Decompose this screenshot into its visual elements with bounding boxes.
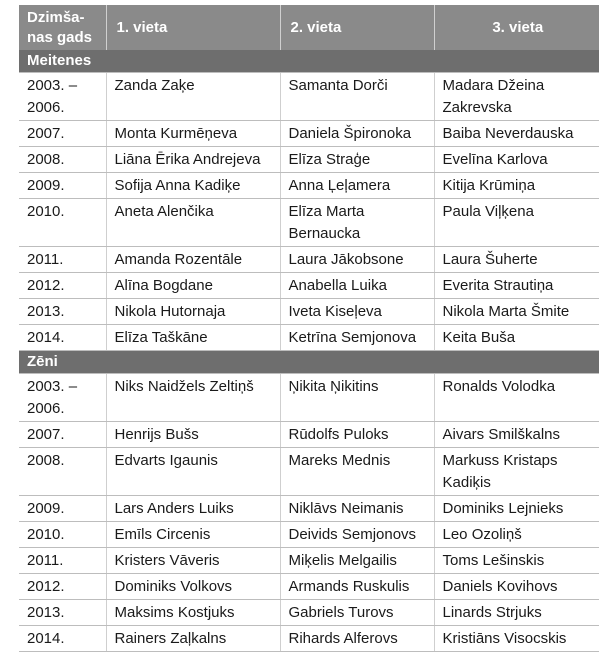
section-boys [19, 351, 599, 374]
cell-second-place: Anna Ļeļamera [280, 173, 434, 199]
cell-year: 2010. [19, 199, 106, 247]
cell-first-place: Rainers Zaļkalns [106, 626, 280, 652]
section-title-boys: Zēni [19, 351, 599, 374]
section-title-girls: Meitenes [19, 50, 599, 73]
cell-second-place: Mareks Mednis [280, 448, 434, 496]
cell-second-place: Gabriels Turovs [280, 600, 434, 626]
cell-second-place: Elīza Straģe [280, 147, 434, 173]
cell-year: 2014. [19, 325, 106, 351]
header-first-place: 1. vieta [106, 5, 280, 50]
cell-year: 2007. [19, 121, 106, 147]
header-third-place: 3. vieta [434, 5, 599, 50]
cell-third-place: Kristiāns Visocskis [434, 626, 599, 652]
cell-year: 2013. [19, 299, 106, 325]
cell-first-place: Kristers Vāveris [106, 548, 280, 574]
cell-second-place: Iveta Kiseļeva [280, 299, 434, 325]
cell-third-place: Paula Viļķena [434, 199, 599, 247]
cell-first-place: Zanda Zaķe [106, 73, 280, 121]
cell-year: 2013. [19, 600, 106, 626]
cell-third-place: Markuss Kristaps Kadiķis [434, 448, 599, 496]
cell-third-place: Ronalds Volodka [434, 374, 599, 422]
cell-second-place: Elīza Marta Bernaucka [280, 199, 434, 247]
cell-second-place: Armands Ruskulis [280, 574, 434, 600]
cell-first-place: Dominiks Volkovs [106, 574, 280, 600]
cell-year: 2009. [19, 173, 106, 199]
table-row [19, 374, 599, 422]
cell-year: 2011. [19, 548, 106, 574]
cell-first-place: Amanda Rozentāle [106, 247, 280, 273]
table-row [19, 600, 599, 626]
cell-first-place: Nikola Hutornaja [106, 299, 280, 325]
table-header [19, 5, 599, 50]
table-row [19, 273, 599, 299]
table-row [19, 147, 599, 173]
header-second-place: 2. vieta [280, 5, 434, 50]
table-row [19, 448, 599, 496]
cell-year: 2007. [19, 422, 106, 448]
cell-third-place: Laura Šuherte [434, 247, 599, 273]
cell-first-place: Elīza Taškāne [106, 325, 280, 351]
table-row [19, 626, 599, 652]
cell-second-place: Rihards Alferovs [280, 626, 434, 652]
table-row [19, 548, 599, 574]
table-row [19, 574, 599, 600]
cell-second-place: Laura Jākobsone [280, 247, 434, 273]
cell-first-place: Liāna Ērika Andrejeva [106, 147, 280, 173]
table-row [19, 422, 599, 448]
cell-first-place: Alīna Bogdane [106, 273, 280, 299]
cell-year: 2003. – 2006. [19, 73, 106, 121]
cell-first-place: Edvarts Igaunis [106, 448, 280, 496]
cell-second-place: Niklāvs Neimanis [280, 496, 434, 522]
cell-second-place: Rūdolfs Puloks [280, 422, 434, 448]
cell-first-place: Lars Anders Luiks [106, 496, 280, 522]
table-row [19, 73, 599, 121]
cell-third-place: Evelīna Karlova [434, 147, 599, 173]
cell-year: 2012. [19, 273, 106, 299]
cell-year: 2014. [19, 626, 106, 652]
cell-third-place: Toms Lešinskis [434, 548, 599, 574]
cell-third-place: Baiba Neverdauska [434, 121, 599, 147]
cell-second-place: Miķelis Melgailis [280, 548, 434, 574]
header-birth-year: Dzimša- nas gads [19, 5, 106, 50]
cell-first-place: Aneta Alenčika [106, 199, 280, 247]
cell-year: 2010. [19, 522, 106, 548]
cell-second-place: Anabella Luika [280, 273, 434, 299]
cell-second-place: Ņikita Ņikitins [280, 374, 434, 422]
table-row [19, 121, 599, 147]
results-table [19, 5, 599, 652]
table-row [19, 299, 599, 325]
cell-year: 2008. [19, 147, 106, 173]
table-row [19, 325, 599, 351]
cell-third-place: Madara Džeina Zakrevska [434, 73, 599, 121]
cell-first-place: Henrijs Bušs [106, 422, 280, 448]
cell-third-place: Kitija Krūmiņa [434, 173, 599, 199]
table-row [19, 496, 599, 522]
cell-year: 2003. – 2006. [19, 374, 106, 422]
table-row [19, 247, 599, 273]
cell-second-place: Ketrīna Semjonova [280, 325, 434, 351]
cell-year: 2012. [19, 574, 106, 600]
cell-year: 2008. [19, 448, 106, 496]
section-girls [19, 50, 599, 73]
cell-third-place: Everita Strautiņa [434, 273, 599, 299]
table-row [19, 522, 599, 548]
cell-third-place: Linards Strjuks [434, 600, 599, 626]
cell-third-place: Nikola Marta Šmite [434, 299, 599, 325]
cell-year: 2009. [19, 496, 106, 522]
cell-third-place: Keita Buša [434, 325, 599, 351]
cell-first-place: Monta Kurmēņeva [106, 121, 280, 147]
cell-first-place: Maksims Kostjuks [106, 600, 280, 626]
cell-third-place: Leo Ozoliņš [434, 522, 599, 548]
cell-year: 2011. [19, 247, 106, 273]
cell-third-place: Dominiks Lejnieks [434, 496, 599, 522]
cell-first-place: Emīls Circenis [106, 522, 280, 548]
cell-first-place: Sofija Anna Kadiķe [106, 173, 280, 199]
table-body [19, 50, 599, 652]
header-row [19, 5, 599, 50]
cell-second-place: Deivids Semjonovs [280, 522, 434, 548]
cell-first-place: Niks Naidžels Zeltiņš [106, 374, 280, 422]
cell-second-place: Samanta Dorči [280, 73, 434, 121]
cell-third-place: Daniels Kovihovs [434, 574, 599, 600]
table-row [19, 199, 599, 247]
cell-third-place: Aivars Smilškalns [434, 422, 599, 448]
cell-second-place: Daniela Špironoka [280, 121, 434, 147]
table-row [19, 173, 599, 199]
